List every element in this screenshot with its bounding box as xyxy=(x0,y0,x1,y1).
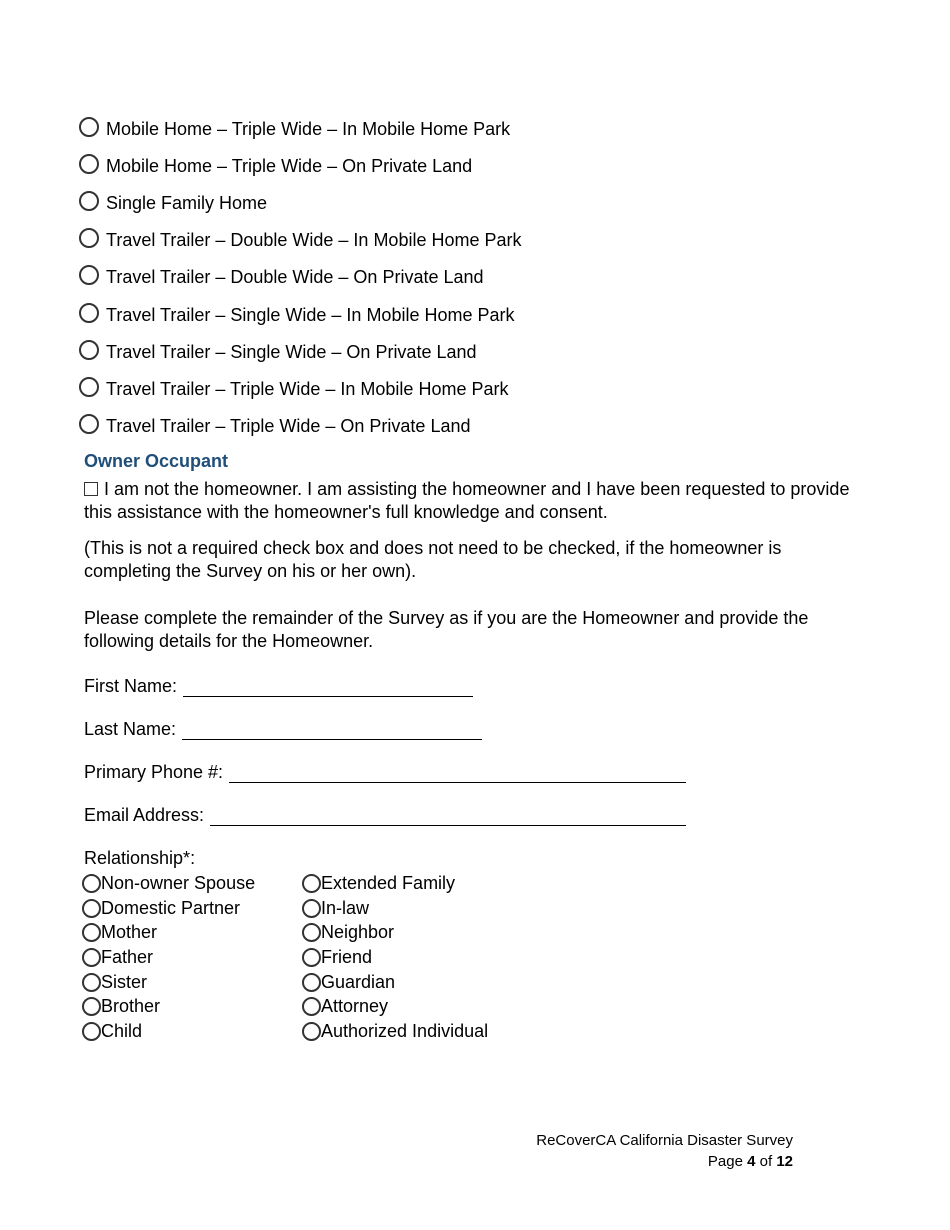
housing-type-options xyxy=(79,110,522,445)
radio-icon[interactable] xyxy=(79,117,99,137)
housing-option[interactable] xyxy=(79,259,522,296)
relationship-option[interactable] xyxy=(82,970,255,995)
last-name-field xyxy=(84,719,482,740)
page-footer xyxy=(536,1130,793,1172)
housing-option[interactable] xyxy=(79,333,522,370)
radio-icon[interactable] xyxy=(82,874,101,893)
relationship-option[interactable] xyxy=(82,920,255,945)
relationship-option-label: Friend xyxy=(321,946,373,967)
housing-option-label: Travel Trailer – Double Wide – In Mobile Home Park xyxy=(106,230,522,251)
housing-option-label: Mobile Home – Triple Wide – On Private Land xyxy=(106,155,473,176)
housing-option-label: Travel Trailer – Triple Wide – In Mobile Home Park xyxy=(106,378,509,399)
radio-icon[interactable] xyxy=(79,228,99,248)
relationship-option-label: Non-owner Spouse xyxy=(101,872,256,893)
radio-icon[interactable] xyxy=(79,265,99,285)
relationship-option[interactable] xyxy=(82,896,255,921)
housing-option[interactable] xyxy=(79,408,522,445)
radio-icon[interactable] xyxy=(82,997,101,1016)
email-input[interactable] xyxy=(210,807,686,826)
relationship-option[interactable] xyxy=(82,871,255,896)
radio-icon[interactable] xyxy=(79,377,99,397)
relationship-option[interactable] xyxy=(302,920,488,945)
last-name-input[interactable] xyxy=(182,721,482,740)
relationship-option[interactable] xyxy=(82,945,255,970)
relationship-options-right xyxy=(302,871,488,1044)
radio-icon[interactable] xyxy=(302,948,321,967)
page-number: 4 xyxy=(747,1153,756,1170)
housing-option-label: Travel Trailer – Triple Wide – On Private Land xyxy=(106,416,471,437)
radio-icon[interactable] xyxy=(82,923,101,942)
radio-icon[interactable] xyxy=(79,340,99,360)
housing-option-label: Travel Trailer – Single Wide – On Private Land xyxy=(106,341,477,362)
relationship-option-label: Mother xyxy=(101,922,158,943)
relationship-option-label: Extended Family xyxy=(321,872,456,893)
radio-icon[interactable] xyxy=(302,1022,321,1041)
relationship-option-label: Authorized Individual xyxy=(321,1020,489,1041)
relationship-option[interactable] xyxy=(302,994,488,1019)
relationship-label: Relationship*: xyxy=(84,848,196,868)
relationship-option[interactable] xyxy=(302,896,488,921)
relationship-option-label: Father xyxy=(101,946,154,967)
radio-icon[interactable] xyxy=(82,899,101,918)
owner-occupant-heading: Owner Occupant xyxy=(84,451,229,471)
radio-icon[interactable] xyxy=(82,973,101,992)
housing-option[interactable] xyxy=(79,296,522,333)
radio-icon[interactable] xyxy=(302,874,321,893)
relationship-option-label: Domestic Partner xyxy=(101,897,241,918)
radio-icon[interactable] xyxy=(302,997,321,1016)
assistant-consent xyxy=(84,478,864,524)
relationship-option-label: Brother xyxy=(101,996,161,1017)
relationship-options-left xyxy=(82,871,255,1044)
first-name-input[interactable] xyxy=(183,678,473,697)
last-name-label: Last Name: xyxy=(84,719,177,739)
radio-icon[interactable] xyxy=(82,948,101,967)
relationship-option-label: Neighbor xyxy=(321,922,395,943)
radio-icon[interactable] xyxy=(79,154,99,174)
relationship-option[interactable] xyxy=(302,871,488,896)
first-name-label: First Name: xyxy=(84,676,178,696)
relationship-option-label: Child xyxy=(101,1020,143,1041)
housing-option-label: Mobile Home – Triple Wide – In Mobile Home Park xyxy=(106,118,511,139)
checkbox-note: (This is not a required check box and does not need to be checked, if the homeowner is completing the Survey on his or her own). xyxy=(84,538,782,581)
housing-option[interactable] xyxy=(79,147,522,184)
homeowner-instruction: Please complete the remainder of the Survey as if you are the Homeowner and provide the following details for the Homeowner. xyxy=(84,608,809,651)
primary-phone-label: Primary Phone #: xyxy=(84,762,224,782)
page-of: of xyxy=(759,1153,773,1170)
first-name-field xyxy=(84,676,473,697)
housing-option[interactable] xyxy=(79,222,522,259)
primary-phone-input[interactable] xyxy=(229,764,686,783)
housing-option[interactable] xyxy=(79,370,522,407)
housing-option-label: Travel Trailer – Double Wide – On Private Land xyxy=(106,267,484,288)
page-indicator xyxy=(536,1151,793,1172)
page-total: 12 xyxy=(776,1153,793,1170)
relationship-option-label: Sister xyxy=(101,971,148,992)
radio-icon[interactable] xyxy=(302,923,321,942)
radio-icon[interactable] xyxy=(79,303,99,323)
radio-icon[interactable] xyxy=(82,1022,101,1041)
housing-option-label: Single Family Home xyxy=(106,192,268,213)
radio-icon[interactable] xyxy=(302,973,321,992)
relationship-option[interactable] xyxy=(302,970,488,995)
email-field xyxy=(84,805,686,826)
primary-phone-field xyxy=(84,762,686,783)
relationship-option[interactable] xyxy=(82,994,255,1019)
housing-option-label: Travel Trailer – Single Wide – In Mobile Home Park xyxy=(106,304,515,325)
housing-option[interactable] xyxy=(79,110,522,147)
housing-option[interactable] xyxy=(79,184,522,221)
relationship-option[interactable] xyxy=(302,945,488,970)
relationship-option-label: Attorney xyxy=(321,996,389,1017)
email-label: Email Address: xyxy=(84,805,205,825)
footer-title: ReCoverCA California Disaster Survey xyxy=(536,1132,793,1149)
page-prefix: Page xyxy=(707,1153,743,1170)
relationship-option-label: In-law xyxy=(321,897,370,918)
relationship-option[interactable] xyxy=(82,1019,255,1044)
assistant-consent-text: I am not the homeowner. I am assisting the homeowner and I have been requested to provide this assistance with the homeowner's full knowledge and consent. xyxy=(84,479,850,522)
radio-icon[interactable] xyxy=(79,414,99,434)
radio-icon[interactable] xyxy=(79,191,99,211)
relationship-option[interactable] xyxy=(302,1019,488,1044)
assistant-consent-checkbox[interactable] xyxy=(84,482,98,496)
radio-icon[interactable] xyxy=(302,899,321,918)
relationship-option-label: Guardian xyxy=(321,971,396,992)
